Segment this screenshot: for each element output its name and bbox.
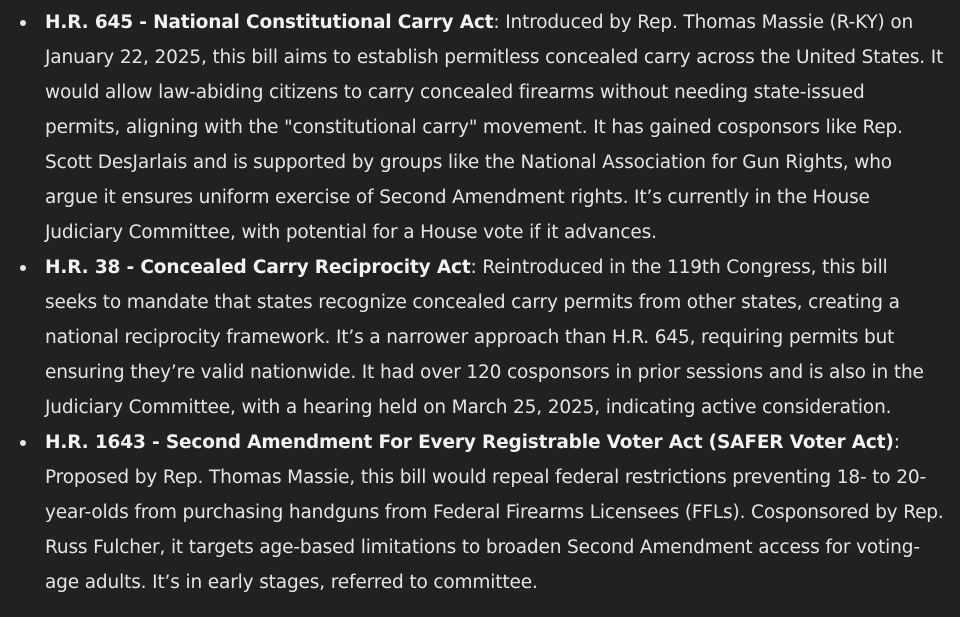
bill-title: H.R. 645 - National Constitutional Carry Act [45, 12, 494, 33]
bullet-icon [20, 440, 26, 446]
list-item-hr-38 [0, 250, 960, 425]
bill-title: H.R. 38 - Concealed Carry Reciprocity Act [45, 257, 471, 278]
list-item-hr-1643 [0, 425, 960, 600]
bullet-icon [20, 265, 26, 271]
bill-title: H.R. 1643 - Second Amendment For Every Registrable Voter Act (SAFER Voter Act) [45, 432, 894, 453]
bill-description: : Reintroduced in the 119th Congress, this bill seeks to mandate that states recognize concealed carry permits from other states, creating a national reciprocity framework. It’s a narrower approach than H.R. 645, requiring permits but ensuring they’re valid nationwide. It had over 120 cosponsors in prior sessions and is also in the Judiciary Committee, with a hearing held on March 25, 2025, indicating active consideration. [45, 257, 924, 418]
bill-description: : Introduced by Rep. Thomas Massie (R-KY) on January 22, 2025, this bill aims to establish permitless concealed carry across the United States. It would allow law-abiding citizens to carry concealed firearms without needing state-issued permits, aligning with the "constitutional carry" movement. It has gained cosponsors like Rep. Scott DesJarlais and is supported by groups like the National Association for Gun Rights, who argue it ensures uniform exercise of Second Amendment rights. It’s currently in the House Judiciary Committee, with potential for a House vote if it advances. [45, 12, 944, 243]
bullet-icon [20, 20, 26, 26]
list-item-hr-645 [0, 5, 960, 250]
bill-description: : Proposed by Rep. Thomas Massie, this bill would repeal federal restrictions preventing 18- to 20-year-olds from purchasing handguns from Federal Firearms Licensees (FFLs). Cosponsored by Rep. Russ Fulcher, it targets age-based limitations to broaden Second Amendment access for voting-age adults. It’s in early stages, referred to committee. [45, 432, 944, 593]
